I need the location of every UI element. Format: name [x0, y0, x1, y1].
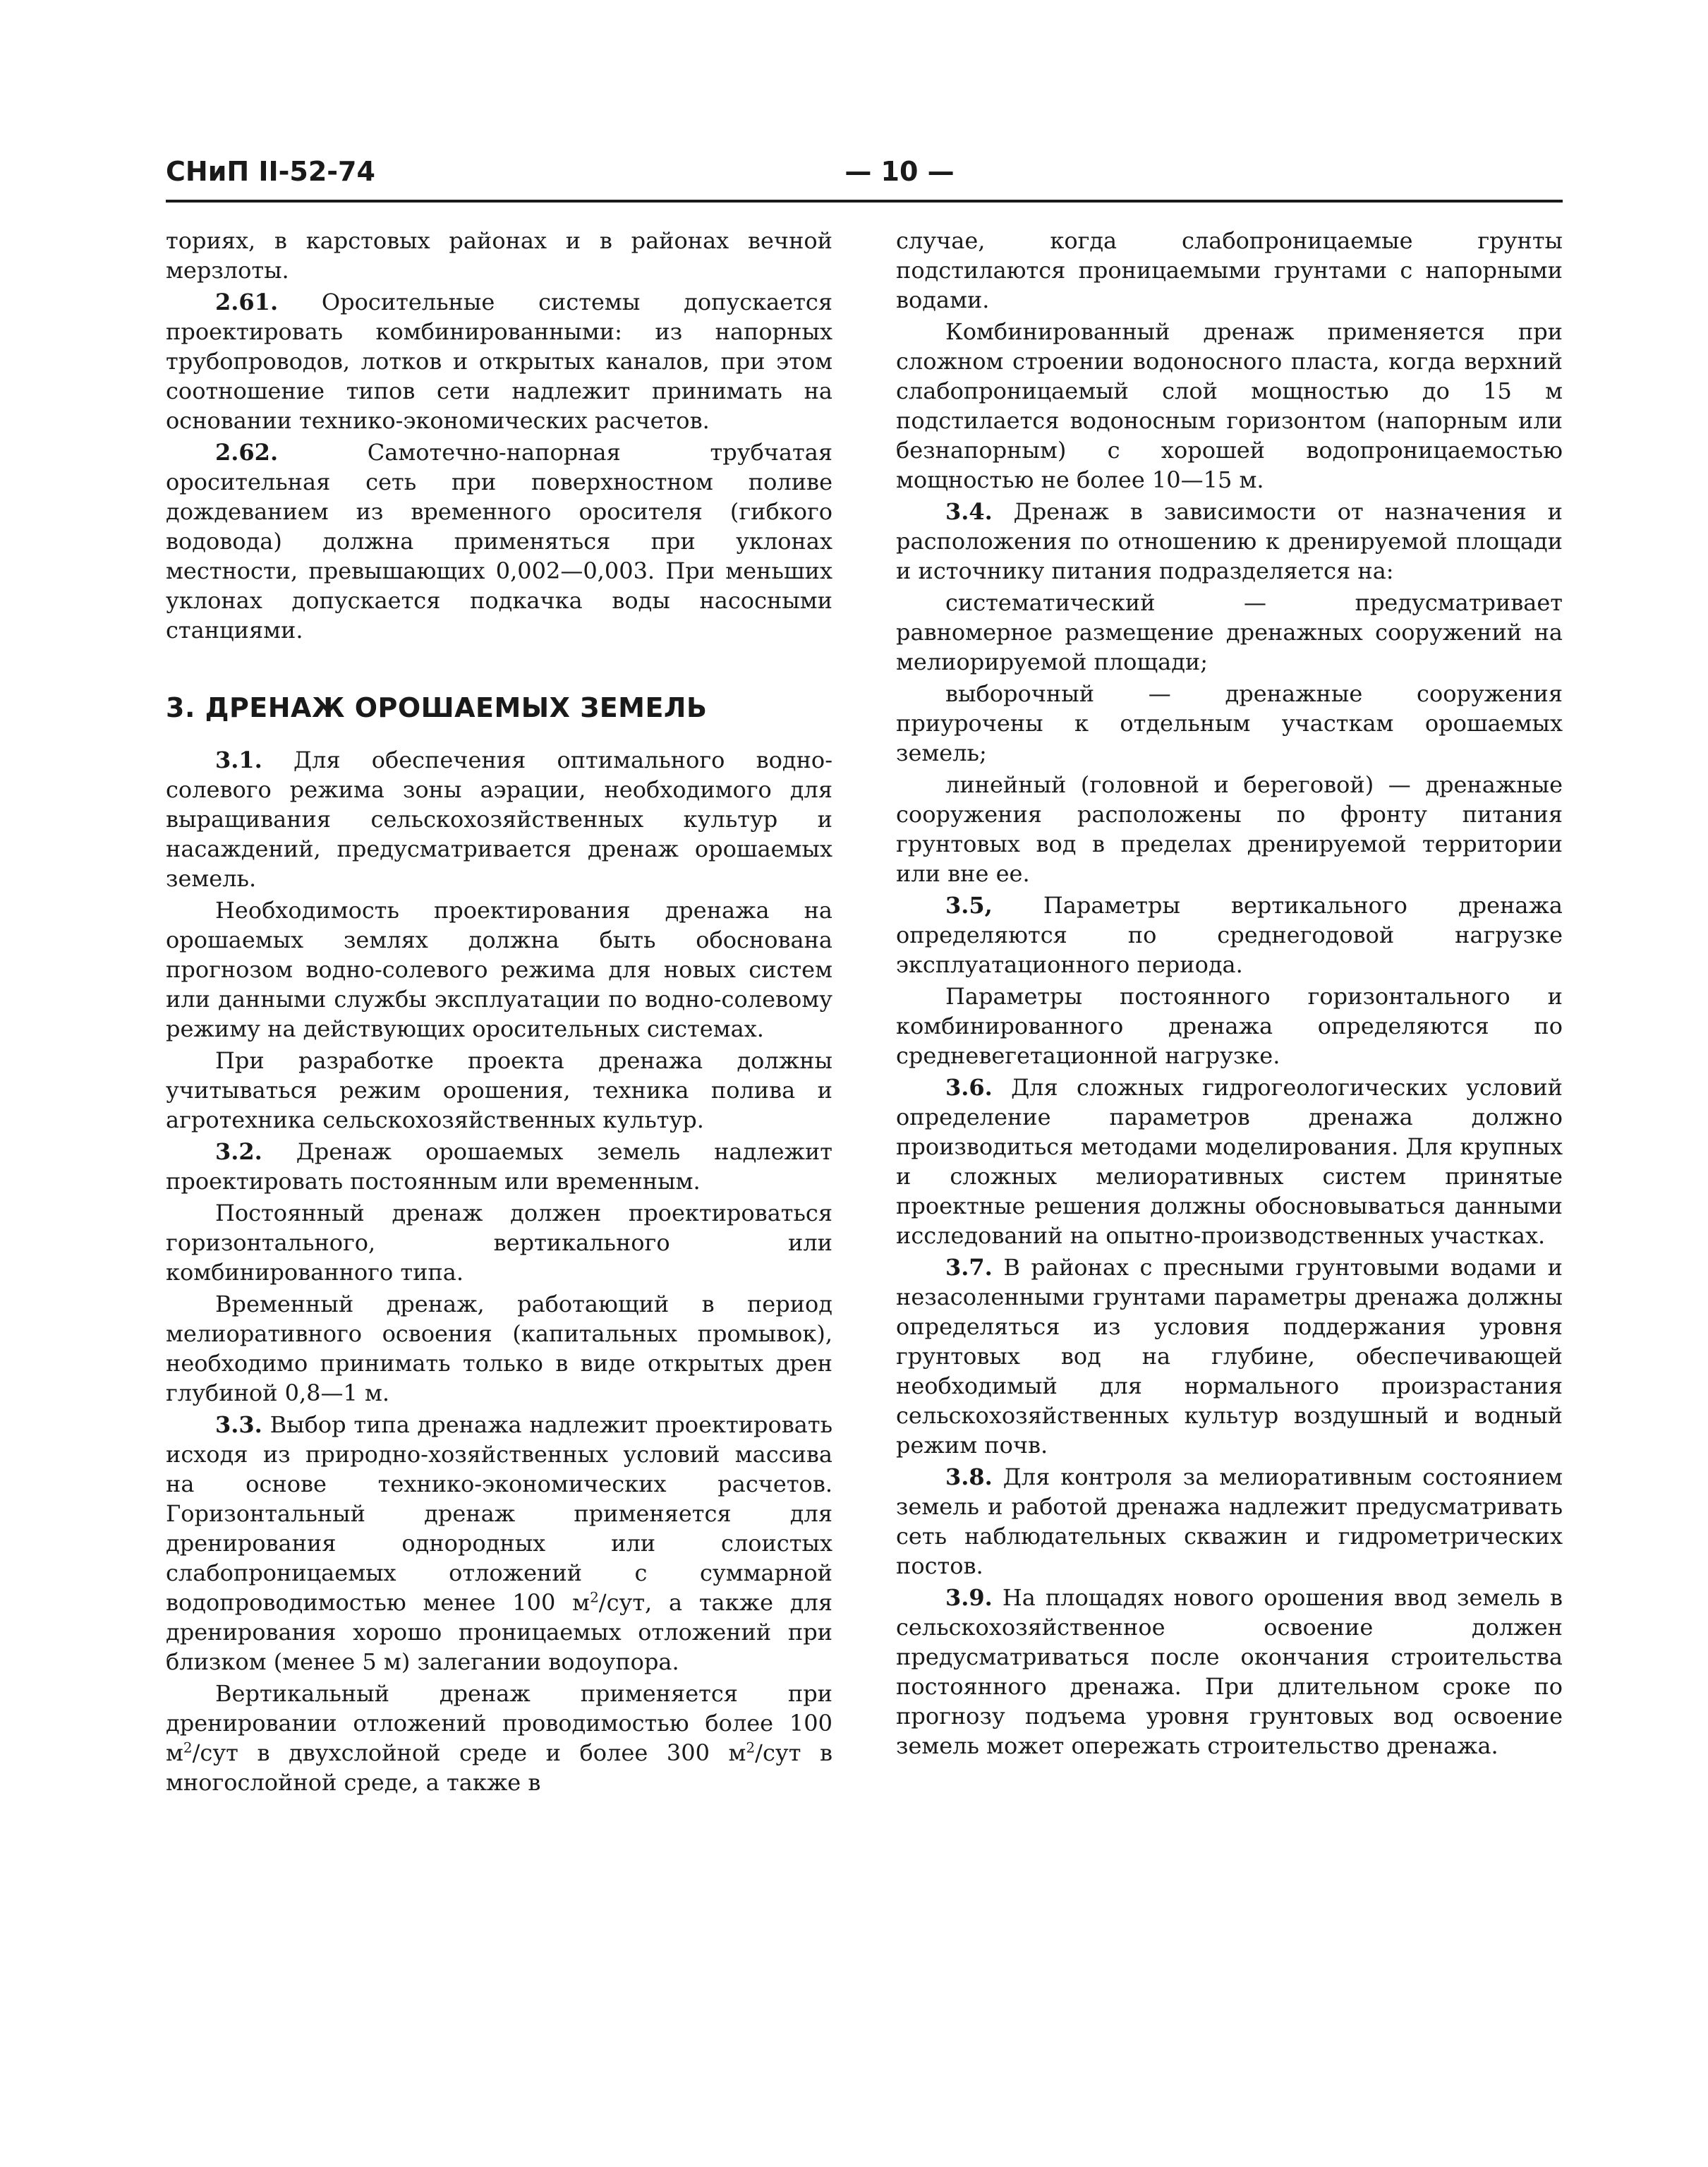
paragraph-2-61: [166, 287, 832, 435]
paragraph-3-7: [896, 1252, 1563, 1460]
paragraph-text: Вертикальный дренаж применяется при дренировании отложений проводимостью более 100 м: [166, 1680, 832, 1766]
paragraph-text: /сут, а также для дренирования хорошо проницаемых отложений при близком (менее 5 м) залегании водоупора.: [166, 1589, 833, 1675]
paragraph-3-6: [896, 1073, 1563, 1250]
paragraph-text: Выбор типа дренажа надлежит проектировать исходя из природно-хозяйственных условий массива на основе технико-экономических расчетов. Горизонтальный дренаж применяется для дренирования однородных или слоистых слабопроницаемых отложений с суммарной водопроводимостью менее 100 м: [166, 1411, 832, 1616]
superscript: 2: [590, 1588, 599, 1606]
paragraph-3-1: [166, 745, 832, 893]
clause-number: 3.7.: [945, 1254, 993, 1281]
paragraph-3-8: [896, 1462, 1563, 1581]
paragraph-text: В районах с пресными грунтовыми водами и незасоленными грунтами параметры дренажа должны определяться из условия поддержания уровня грунтовых вод на глубине, обеспечивающей необходимый для нормального произрастания сельскохозяйственных культур воздушный и водный режим почв.: [896, 1254, 1563, 1459]
paragraph-3-3: [166, 1410, 832, 1677]
clause-number: 3.1.: [215, 747, 262, 773]
clause-number: 3.9.: [945, 1584, 993, 1611]
clause-number: 3.8.: [945, 1463, 993, 1490]
paragraph-text: На площадях нового орошения ввод земель в сельскохозяйственное освоение должен предусматриваться после окончания строительства постоянного дренажа. При длительном сроке по прогнозу подъема уровня грунтовых вод освоение земель может опережать строительство дренажа.: [896, 1584, 1563, 1759]
paragraph-text: Параметры вертикального дренажа определяются по среднегодовой нагрузке эксплуатационного периода.: [896, 892, 1563, 978]
paragraph-2-62: [166, 437, 832, 645]
document-code: СНиП II-52-74: [166, 156, 375, 187]
clause-number: 3.6.: [945, 1074, 993, 1101]
paragraph-text: Самотечно-напорная трубчатая оросительная сеть при поверхностном поливе дождеванием из временного оросителя (гибкого водовода) должна применяться при уклонах местности, превышающих 0,002—0,003. При меньших уклонах допускается подкачка воды насосными станциями.: [166, 439, 832, 644]
paragraph-continuation: ториях, в карстовых районах и в районах вечной мерзлоты.: [166, 227, 832, 284]
clause-number: 3.3.: [215, 1411, 262, 1438]
paragraph-3-5-b: Параметры постоянного горизонтального и комбинированного дренажа определяются по средневегетационной нагрузке.: [896, 983, 1563, 1069]
clause-number: 3.5,: [945, 892, 993, 919]
superscript: 2: [746, 1739, 756, 1756]
paragraph-3-3-b: [166, 1679, 832, 1797]
paragraph-3-1-c: При разработке проекта дренажа должны учитываться режим орошения, техника полива и агротехника сельскохозяйственных культур.: [166, 1047, 832, 1133]
right-column: [896, 226, 1563, 1761]
paragraph-text: Дренаж орошаемых земель надлежит проектировать постоянным или временным.: [166, 1138, 832, 1195]
header-rule: [166, 200, 1563, 203]
list-item-systematic: систематический — предусматривает равномерное размещение дренажных сооружений на мелиорируемой площади;: [896, 589, 1563, 675]
page-number: — 10 —: [844, 156, 955, 187]
paragraph-3-2-c: Временный дренаж, работающий в период мелиоративного освоения (капитальных промывок), необходимо принимать только в виде открытых дрен глубиной 0,8—1 м.: [166, 1291, 832, 1406]
left-column: [166, 226, 832, 1797]
paragraph-text: /сут в многослойной среде, а также в: [166, 1739, 833, 1796]
paragraph-text: Дренаж в зависимости от назначения и расположения по отношению к дренируемой площади и источнику питания подразделяется на:: [896, 498, 1563, 584]
clause-number: 3.4.: [945, 498, 993, 525]
paragraph-text: Для обеспечения оптимального водно-солевого режима зоны аэрации, необходимого для выращивания сельскохозяйственных культур и насаждений, предусматривается дренаж орошаемых земель.: [166, 747, 832, 892]
paragraph-continuation: случае, когда слабопроницаемые грунты подстилаются проницаемыми грунтами с напорными водами.: [896, 227, 1563, 313]
paragraph-combined-drainage: Комбинированный дренаж применяется при сложном строении водоносного пласта, когда верхний слабопроницаемый слой мощностью до 15 м подстилается водоносным горизонтом (напорным или безнапорным) с хорошей водопроницаемостью мощностью не более 10—15 м.: [896, 318, 1563, 493]
paragraph-text: Для контроля за мелиоративным состоянием земель и работой дренажа надлежит предусматривать сеть наблюдательных скважин и гидрометрических постов.: [896, 1463, 1563, 1579]
clause-number: 3.2.: [215, 1138, 262, 1165]
clause-number: 2.62.: [215, 439, 279, 466]
paragraph-3-2: [166, 1137, 832, 1196]
paragraph-text: Для сложных гидрогеологических условий определение параметров дренажа должно производиться методами моделирования. Для крупных и сложных мелиоративных систем принятые проектные решения должны обосновываться данными исследований на опытно-производственных участках.: [896, 1074, 1563, 1249]
paragraph-3-4: [896, 497, 1563, 586]
clause-number: 2.61.: [215, 289, 279, 315]
list-item-selective: выборочный — дренажные сооружения приурочены к отдельным участкам орошаемых земель;: [896, 680, 1563, 766]
paragraph-text: Оросительные системы допускается проектировать комбинированными: из напорных трубопроводов, лотков и открытых каналов, при этом соотношение типов сети надлежит принимать на основании технико-экономических расчетов.: [166, 289, 832, 434]
paragraph-3-5: [896, 891, 1563, 979]
paragraph-text: /сут в двухслойной среде и более 300 м: [192, 1739, 746, 1766]
paragraph-3-1-b: Необходимость проектирования дренажа на орошаемых землях должна быть обоснована прогнозом водно-солевого режима для новых систем или данными службы эксплуатации по водно-солевому режиму на действующих оросительных системах.: [166, 897, 832, 1042]
paragraph-3-2-b: Постоянный дренаж должен проектироваться горизонтального, вертикального или комбинированного типа.: [166, 1200, 832, 1286]
paragraph-3-9: [896, 1583, 1563, 1761]
list-item-linear: линейный (головной и береговой) — дренажные сооружения расположены по фронту питания грунтовых вод в пределах дренируемой территории или вне ее.: [896, 771, 1563, 887]
page-header: [166, 154, 1563, 196]
section-heading: 3. ДРЕНАЖ ОРОШАЕМЫХ ЗЕМЕЛЬ: [166, 692, 708, 723]
superscript: 2: [183, 1739, 193, 1756]
